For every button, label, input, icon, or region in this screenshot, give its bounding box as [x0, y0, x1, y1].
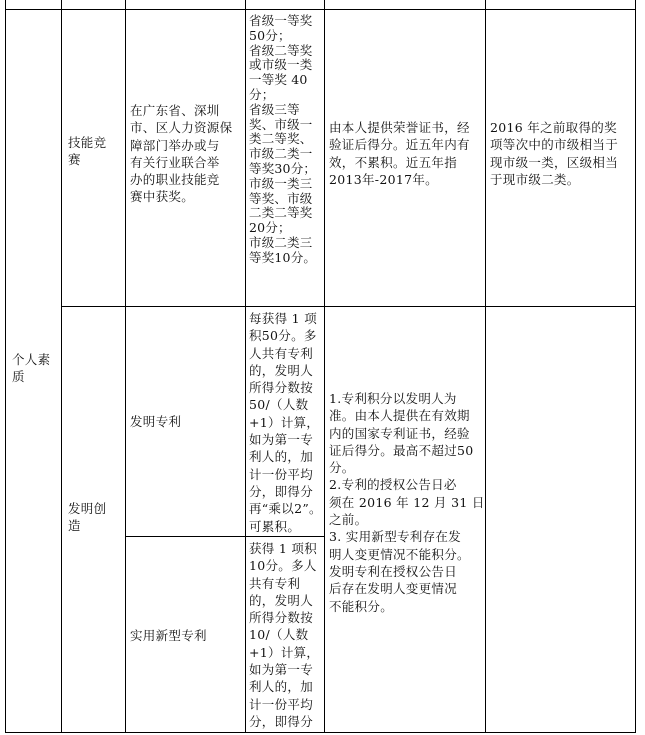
- skill-competition-verification: 由本人提供荣誉证书，经 验证后得分。近五年内有 效，不累积。近五年指 2013年-2017年。: [329, 120, 470, 187]
- col-divider-1: [61, 0, 62, 733]
- patent-invention-score-rules: 每获得 1 项 积50分。多 人共有专利 的，发明人 所得分数按 50/（人数 +1）计算， 如为第一专 利人的，加 计一份平均 分，即得分 再“乘以2”。 可累积。: [249, 311, 322, 534]
- col-divider-5: [485, 0, 486, 733]
- invention-label: 发明创 造: [68, 501, 107, 534]
- skill-competition-label: 技能竞 赛: [68, 135, 107, 168]
- patent-utility-score-rules: 获得 1 项积 10分。多人 共有专利 的，发明人 所得分数按 10/（人数 +1）计算， 如为第一专 利人的，加 计一份平均 分，即得分: [249, 541, 320, 729]
- col-divider-3: [245, 0, 246, 733]
- col-divider-6: [635, 0, 636, 733]
- skill-competition-score-rules: 省级一等奖 50分； 省级二等奖 或市级一类 一等奖 40 分； 省级三等 奖、市级一 类二等奖、 市级二类一 等奖30分； 市级一类三 等奖、市级 二类二等奖 20分； 市级二类三 等奖10分。: [249, 13, 317, 265]
- skill-competition-description: 在广东省、深圳 市、区人力资源保 障部门举办或与 有关行业联合举 办的职业技能竞 赛中获奖。: [130, 103, 233, 205]
- col-divider-0: [5, 0, 6, 733]
- table-top-rule: [5, 9, 635, 10]
- skill-competition-notes: 2016 年之前取得的奖 项等次中的市级相当于 现市级一类，区级相当 于现市级二类。: [490, 120, 619, 187]
- patent-utility-label: 实用新型专利: [130, 628, 207, 643]
- invention-verification: 1.专利积分以发明人为 准。由本人提供在有效期 内的国家专利证书，经验 证后得分。最高不超过50 分。 2.专利的授权公告日必 须在 2016 年 12 月 31 日 之前。 3. 实用新型专利存在发 明人变更情况不能积分。 发明专利在授权公告日 后存在发明人变更情况 不能积分。: [329, 391, 485, 614]
- patent-invention-label: 发明专利: [130, 414, 182, 429]
- category-label: 个人素 质: [12, 352, 51, 385]
- row-divider-skill: [61, 306, 635, 307]
- row-divider-patent: [125, 536, 324, 537]
- col-divider-4: [324, 0, 325, 733]
- table-bottom-rule: [5, 732, 635, 733]
- col-divider-2: [125, 0, 126, 733]
